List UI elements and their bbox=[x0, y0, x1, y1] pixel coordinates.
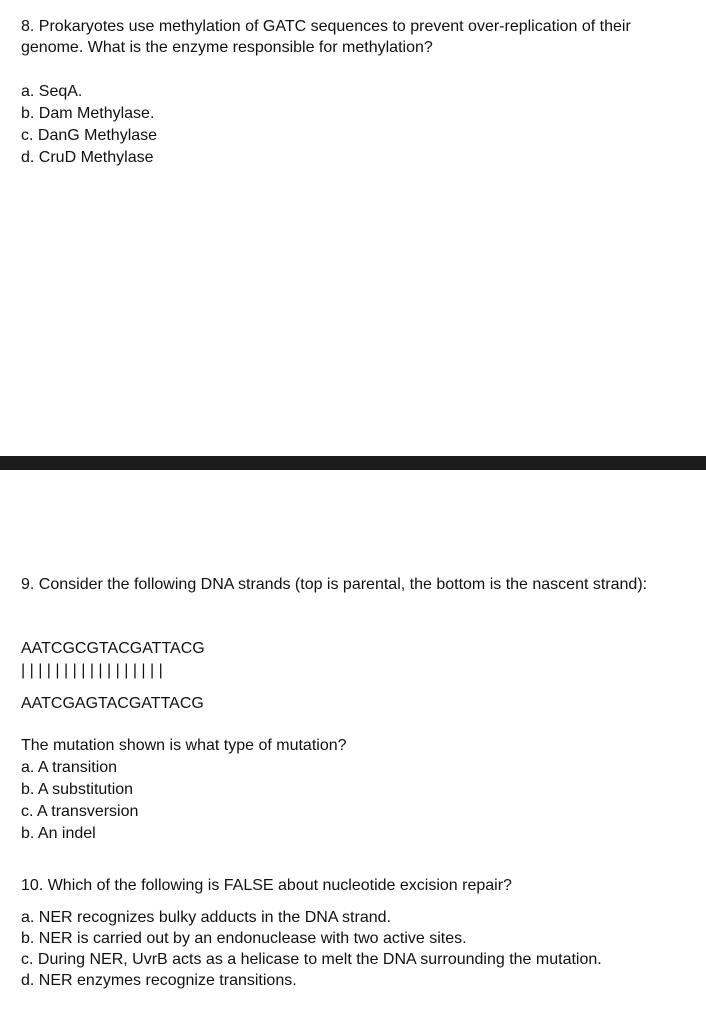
top-strand: AATCGCGTACGATTACG bbox=[21, 640, 205, 657]
q10-option-c: c. During NER, UvrB acts as a helicase to melt the DNA surrounding the mutation. bbox=[21, 951, 602, 968]
question-8 bbox=[21, 16, 688, 58]
q8-option-b: b. Dam Methylase. bbox=[21, 105, 155, 122]
q10-option-a: a. NER recognizes bulky adducts in the DNA strand. bbox=[21, 909, 391, 926]
question-10-options bbox=[21, 907, 688, 991]
q9-option-c: c. A transversion bbox=[21, 803, 139, 820]
q9-option-d: b. An indel bbox=[21, 825, 96, 842]
bottom-strand: AATCGAGTACGATTACG bbox=[21, 695, 204, 712]
q10-option-d: d. NER enzymes recognize transitions. bbox=[21, 972, 297, 989]
question-10-text: 10. Which of the following is FALSE about nucleotide excision repair? bbox=[21, 877, 512, 894]
q8-option-a: a. SeqA. bbox=[21, 83, 83, 100]
q8-option-d: d. CruD Methylase bbox=[21, 149, 154, 166]
question-9-prompt: The mutation shown is what type of mutation? bbox=[21, 737, 347, 754]
base-pair-marks: | | | | | | | | | | | | | | | | | bbox=[21, 662, 163, 679]
q10-option-b: b. NER is carried out by an endonuclease with two active sites. bbox=[21, 930, 467, 947]
question-10 bbox=[21, 875, 688, 896]
question-8-options bbox=[21, 81, 688, 168]
question-8-text: 8. Prokaryotes use methylation of GATC sequences to prevent over-replication of their genome. What is the enzyme responsible for methylation? bbox=[21, 18, 631, 56]
question-9 bbox=[21, 574, 688, 595]
question-9-text: 9. Consider the following DNA strands (top is parental, the bottom is the nascent strand): bbox=[21, 576, 648, 593]
page-divider bbox=[0, 456, 706, 470]
q9-option-b: b. A substitution bbox=[21, 781, 134, 798]
q8-option-c: c. DanG Methylase bbox=[21, 127, 158, 144]
dna-strands bbox=[21, 638, 688, 714]
question-9-prompt-block bbox=[21, 735, 688, 844]
q9-option-a: a. A transition bbox=[21, 759, 118, 776]
